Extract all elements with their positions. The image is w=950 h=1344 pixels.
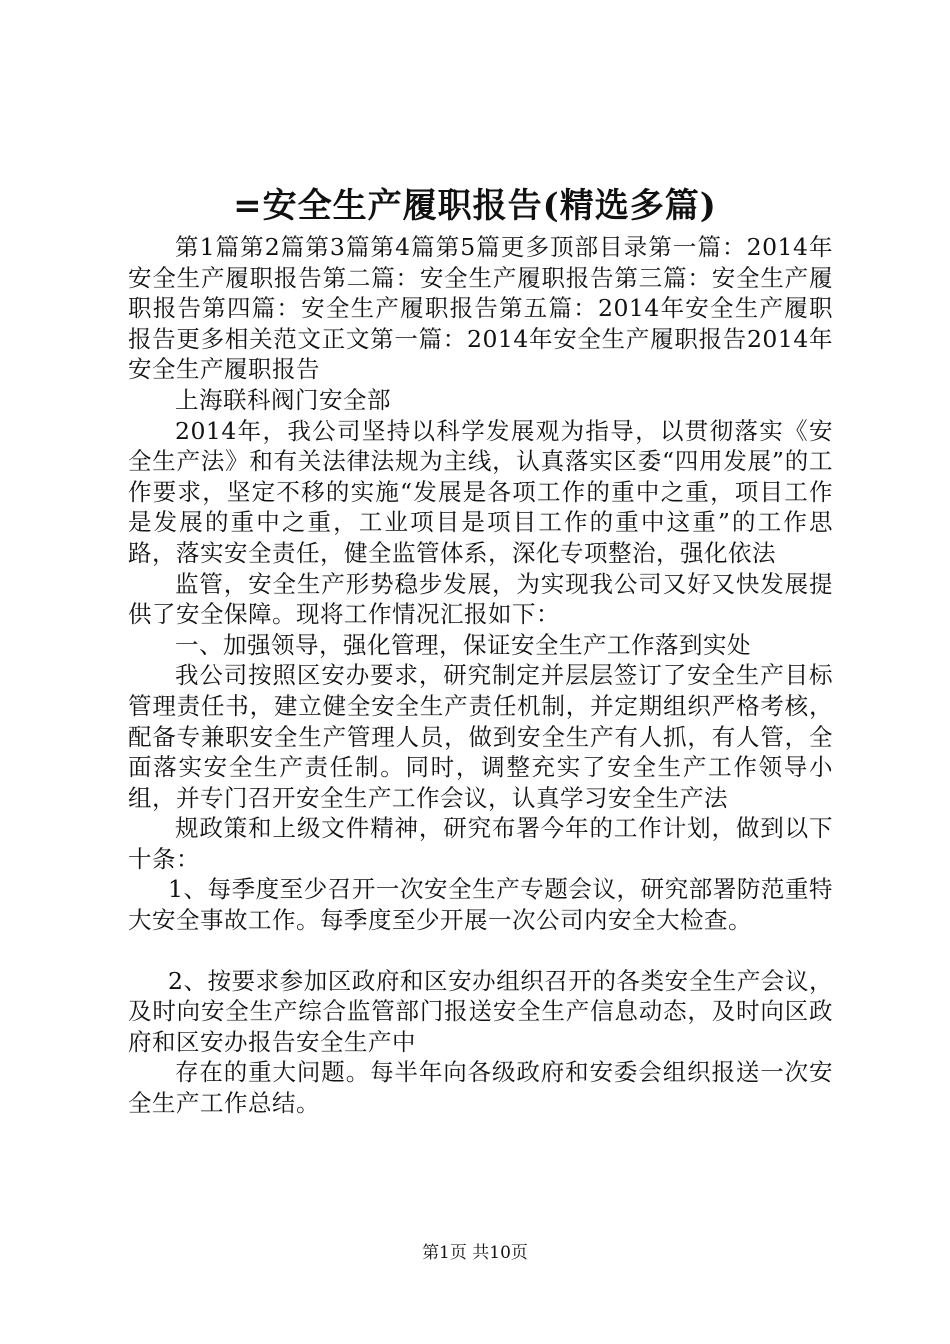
body-paragraph: 我公司按照区安办要求，研究制定并层层签订了安全生产目标管理责任书，建立健全安全生产责任机制，并定期组织严格考核，配备专兼职安全生产管理人员，做到安全生产有人抓，有人管，全面落实安全生产责任制。同时，调整充实了安全生产工作领导小组，并专门召开安全生产工作会议，认真学习安全生产法 — [128, 661, 833, 812]
body-paragraph: 2014年，我公司坚持以科学发展观为指导，以贯彻落实《安全生产法》和有关法律法规为主线，认真落实区委“四用发展”的工作要求，坚定不移的实施“发展是各项工作的重中之重，项目工作是发展的重中之重，工业项目是项目工作的重中这重”的工作思路，落实安全责任，健全监管体系，深化专项整治，强化依法 — [128, 416, 833, 567]
section-heading: 一、加强领导，强化管理，保证安全生产工作落到实处 — [175, 630, 751, 659]
body-paragraph: 规政策和上级文件精神，研究布署今年的工作计划，做到以下十条： — [128, 814, 833, 873]
numbered-item: 2、按要求参加区政府和区安办组织召开的各类安全生产会议，及时向安全生产综合监管部门报送安全生产信息动态，及时向区政府和区安办报告安全生产中 — [128, 966, 833, 1056]
document-body — [128, 232, 833, 1119]
page-footer: 第1页 共10页 — [422, 1243, 528, 1263]
table-of-contents-paragraph: 第1篇第2篇第3篇第4篇第5篇更多顶部目录第一篇：2014年安全生产履职报告第二篇：安全生产履职报告第三篇：安全生产履职报告第四篇：安全生产履职报告第五篇：2014年安全生产履职报告更多相关范文正文第一篇：2014年安全生产履职报告2014年安全生产履职报告 — [128, 233, 833, 384]
document-title: =安全生产履职报告(精选多篇) — [233, 186, 717, 226]
department-line: 上海联科阀门安全部 — [175, 385, 391, 414]
body-paragraph: 监管，安全生产形势稳步发展，为实现我公司又好又快发展提供了安全保障。现将工作情况汇报如下： — [128, 569, 833, 629]
numbered-item: 1、每季度至少召开一次安全生产专题会议，研究部署防范重特大安全事故工作。每季度至少开展一次公司内安全大检查。 — [128, 875, 833, 935]
body-paragraph: 存在的重大问题。每半年向各级政府和安委会组织报送一次安全生产工作总结。 — [128, 1058, 833, 1118]
